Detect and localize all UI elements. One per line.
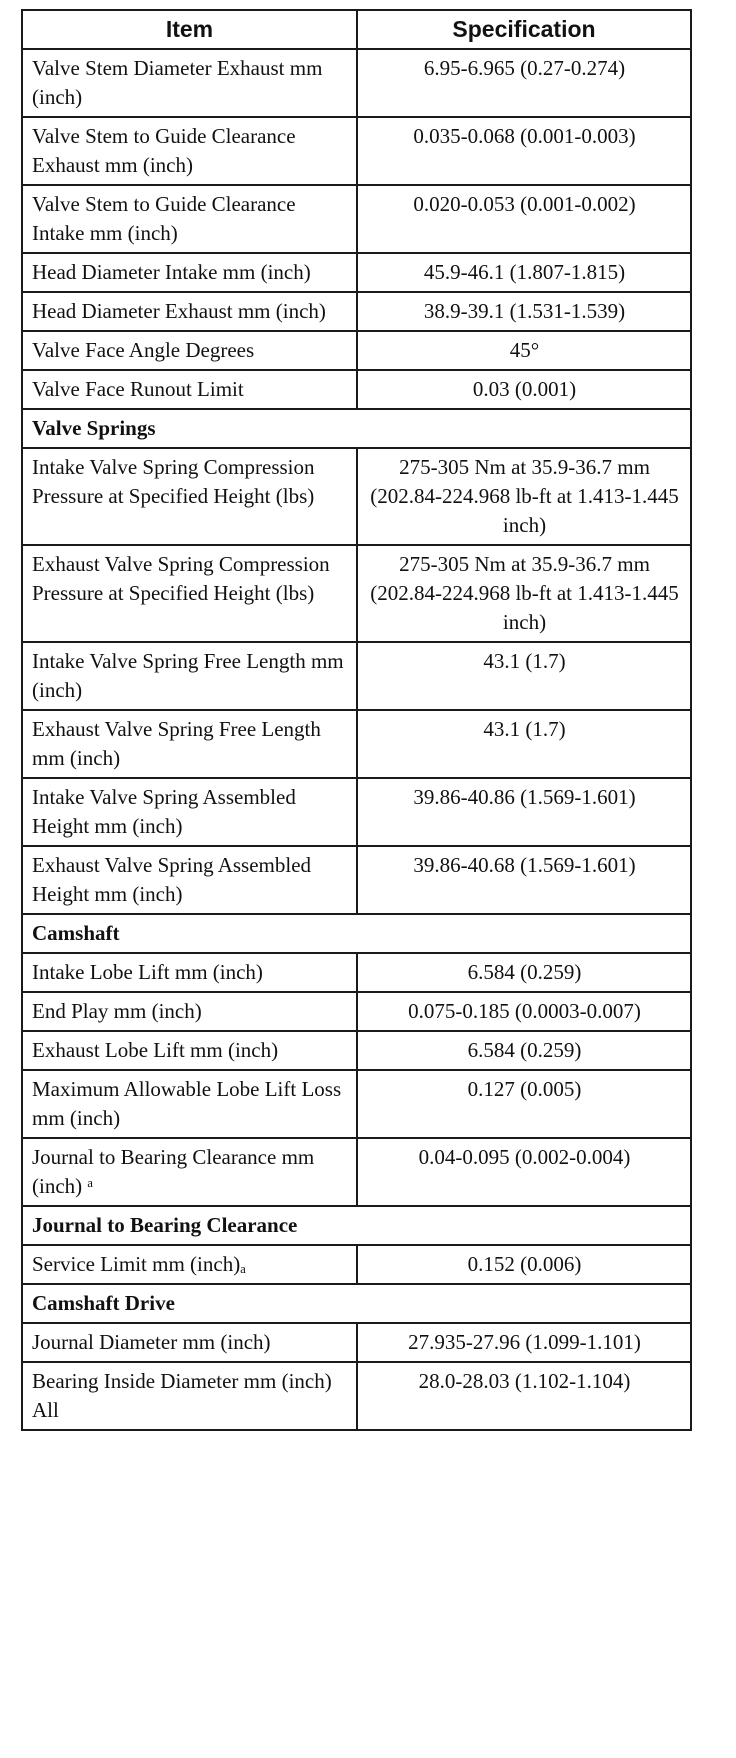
specification-cell: 0.127 (0.005) xyxy=(357,1070,691,1138)
table-row xyxy=(22,1362,691,1430)
table-row xyxy=(22,117,691,185)
item-cell: Valve Face Angle Degrees xyxy=(22,331,357,370)
item-cell: Head Diameter Intake mm (inch) xyxy=(22,253,357,292)
table-row xyxy=(22,292,691,331)
item-cell: Exhaust Lobe Lift mm (inch) xyxy=(22,1031,357,1070)
item-column-header: Item xyxy=(22,10,357,49)
item-cell: Intake Valve Spring Compression Pressure at Specified Height (lbs) xyxy=(22,448,357,545)
specification-cell: 6.584 (0.259) xyxy=(357,1031,691,1070)
table-row xyxy=(22,1070,691,1138)
table-row xyxy=(22,448,691,545)
section-header-row xyxy=(22,1206,691,1245)
table-row xyxy=(22,1031,691,1070)
table-row xyxy=(22,185,691,253)
specification-cell: 43.1 (1.7) xyxy=(357,710,691,778)
item-cell: Exhaust Valve Spring Compression Pressure at Specified Height (lbs) xyxy=(22,545,357,642)
table-row xyxy=(22,1323,691,1362)
item-cell: End Play mm (inch) xyxy=(22,992,357,1031)
specification-cell: 39.86-40.86 (1.569-1.601) xyxy=(357,778,691,846)
item-cell: Valve Face Runout Limit xyxy=(22,370,357,409)
specification-cell: 45° xyxy=(357,331,691,370)
table-row xyxy=(22,49,691,117)
item-cell: Valve Stem Diameter Exhaust mm (inch) xyxy=(22,49,357,117)
section-header-row xyxy=(22,1284,691,1323)
item-cell: Journal Diameter mm (inch) xyxy=(22,1323,357,1362)
table-row xyxy=(22,545,691,642)
specification-cell: 0.075-0.185 (0.0003-0.007) xyxy=(357,992,691,1031)
specification-column-header: Specification xyxy=(357,10,691,49)
specification-cell: 43.1 (1.7) xyxy=(357,642,691,710)
specification-cell: 0.03 (0.001) xyxy=(357,370,691,409)
item-cell: Maximum Allowable Lobe Lift Loss mm (inch) xyxy=(22,1070,357,1138)
table-row xyxy=(22,1245,691,1284)
section-header-row xyxy=(22,409,691,448)
specification-cell: 0.035-0.068 (0.001-0.003) xyxy=(357,117,691,185)
specification-cell: 45.9-46.1 (1.807-1.815) xyxy=(357,253,691,292)
item-cell: Valve Stem to Guide Clearance Exhaust mm (inch) xyxy=(22,117,357,185)
item-cell: Journal to Bearing Clearance mm (inch) ᵃ xyxy=(22,1138,357,1206)
item-cell: Intake Valve Spring Free Length mm (inch) xyxy=(22,642,357,710)
specification-cell: 27.935-27.96 (1.099-1.101) xyxy=(357,1323,691,1362)
specification-cell: 0.04-0.095 (0.002-0.004) xyxy=(357,1138,691,1206)
section-title: Camshaft xyxy=(22,914,691,953)
specification-table xyxy=(21,9,692,1431)
header-row xyxy=(22,10,691,49)
table-row xyxy=(22,992,691,1031)
section-header-row xyxy=(22,914,691,953)
specification-cell: 0.152 (0.006) xyxy=(357,1245,691,1284)
specification-cell: 0.020-0.053 (0.001-0.002) xyxy=(357,185,691,253)
table-row xyxy=(22,253,691,292)
item-cell: Head Diameter Exhaust mm (inch) xyxy=(22,292,357,331)
table-row xyxy=(22,778,691,846)
table-row xyxy=(22,642,691,710)
item-cell: Intake Valve Spring Assembled Height mm (inch) xyxy=(22,778,357,846)
table-row xyxy=(22,846,691,914)
specification-cell: 6.95-6.965 (0.27-0.274) xyxy=(357,49,691,117)
item-cell: Bearing Inside Diameter mm (inch) All xyxy=(22,1362,357,1430)
table-row xyxy=(22,1138,691,1206)
table-row xyxy=(22,370,691,409)
section-title: Camshaft Drive xyxy=(22,1284,691,1323)
specification-cell: 38.9-39.1 (1.531-1.539) xyxy=(357,292,691,331)
specification-cell: 275-305 Nm at 35.9-36.7 mm (202.84-224.968 lb-ft at 1.413-1.445 inch) xyxy=(357,448,691,545)
specification-cell: 28.0-28.03 (1.102-1.104) xyxy=(357,1362,691,1430)
item-cell: Intake Lobe Lift mm (inch) xyxy=(22,953,357,992)
specification-cell: 275-305 Nm at 35.9-36.7 mm (202.84-224.968 lb-ft at 1.413-1.445 inch) xyxy=(357,545,691,642)
table-row xyxy=(22,953,691,992)
item-cell: Exhaust Valve Spring Assembled Height mm (inch) xyxy=(22,846,357,914)
item-cell: Exhaust Valve Spring Free Length mm (inch) xyxy=(22,710,357,778)
item-cell: Valve Stem to Guide Clearance Intake mm (inch) xyxy=(22,185,357,253)
section-title: Valve Springs xyxy=(22,409,691,448)
item-cell: Service Limit mm (inch)ₐ xyxy=(22,1245,357,1284)
table-row xyxy=(22,331,691,370)
table-row xyxy=(22,710,691,778)
specification-cell: 39.86-40.68 (1.569-1.601) xyxy=(357,846,691,914)
table-body xyxy=(22,49,691,1430)
section-title: Journal to Bearing Clearance xyxy=(22,1206,691,1245)
specification-cell: 6.584 (0.259) xyxy=(357,953,691,992)
